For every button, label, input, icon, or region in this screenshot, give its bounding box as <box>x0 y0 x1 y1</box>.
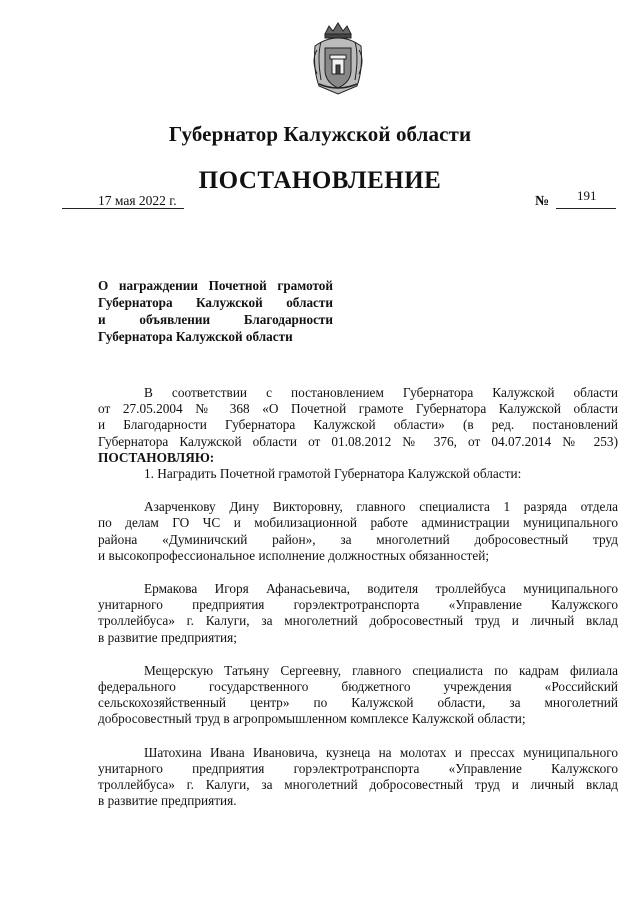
awardee-line: Шатохина Ивана Ивановича, кузнеца на молотах и прессах муниципального <box>144 744 618 760</box>
issuing-authority: Губернатор Калужской области <box>168 122 472 146</box>
preamble-paragraph <box>98 385 618 450</box>
awardee-line: добросовестный труд в агропромышленном комплексе Калужской области; <box>98 711 526 727</box>
decree-word: ПОСТАНОВЛЯЮ: <box>98 449 215 465</box>
awardee-line: сельскохозяйственный центр» по Калужской области, за многолетний <box>98 695 618 711</box>
awardee-line: района «Думиничский район», за многолетний добросовестный труд <box>98 531 618 547</box>
preamble-line: от 27.05.2004 № 368 «О Почетной грамоте Губернатора Калужской области <box>98 401 618 417</box>
document-body <box>98 385 618 809</box>
awardee-line: и высокопрофессиональное исполнение должностных обязанностей; <box>98 547 490 563</box>
subject-line: О награждении Почетной грамотой <box>98 278 333 293</box>
subject-line: Губернатора Калужской области <box>98 295 333 310</box>
coat-of-arms-icon <box>305 20 371 96</box>
awardee-line: Азарченкову Дину Викторовну, главного специалиста 1 разряда отдела <box>144 499 618 515</box>
preamble-line: В соответствии с постановлением Губернатора Калужской области <box>144 385 618 400</box>
awardee-line: троллейбуса» г. Калуги, за многолетний добросовестный труд и личный вклад <box>98 777 618 793</box>
awardee-line: унитарного предприятия горэлектротранспорта «Управление Калужского <box>98 597 618 613</box>
awardee-paragraph <box>98 745 618 810</box>
awardee-line: в развитие предприятия. <box>98 793 237 809</box>
document-number: 191 <box>577 188 597 203</box>
awardee-line: федерального государственного бюджетного учреждения «Российский <box>98 679 618 695</box>
document-subject <box>98 277 333 345</box>
awardee-line: троллейбуса» г. Калуги, за многолетний добросовестный труд и личный вклад <box>98 613 618 629</box>
number-label: № <box>535 194 550 209</box>
awardee-line: по делам ГО ЧС и мобилизационной работе администрации муниципального <box>98 515 618 531</box>
awardee-line: Ермакова Игоря Афанасьевича, водителя троллейбуса муниципального <box>144 581 618 597</box>
date-underline <box>62 208 184 209</box>
awardee-paragraph <box>98 499 618 564</box>
number-underline <box>556 208 616 209</box>
document-type-title: ПОСТАНОВЛЕНИЕ <box>198 167 442 194</box>
awardee-paragraph <box>98 581 618 646</box>
preamble-line: Губернатора Калужской области от 01.08.2012 № 376, от 04.07.2014 № 253) <box>98 433 618 449</box>
preamble-line: и Благодарности Губернатора Калужской области» (в ред. постановлений <box>98 417 618 433</box>
awardee-paragraph <box>98 663 618 728</box>
awardee-line: Мещерскую Татьяну Сергеевну, главного специалиста по кадрам филиала <box>144 662 618 678</box>
item-1: 1. Наградить Почетной грамотой Губернатора Калужской области: <box>144 466 522 482</box>
awardee-line: унитарного предприятия горэлектротранспорта «Управление Калужского <box>98 760 618 776</box>
subject-line: и объявлении Благодарности <box>98 312 333 327</box>
awardee-line: в развитие предприятия; <box>98 629 237 645</box>
subject-line: Губернатора Калужской области <box>98 329 293 344</box>
document-date: 17 мая 2022 г. <box>98 193 177 208</box>
